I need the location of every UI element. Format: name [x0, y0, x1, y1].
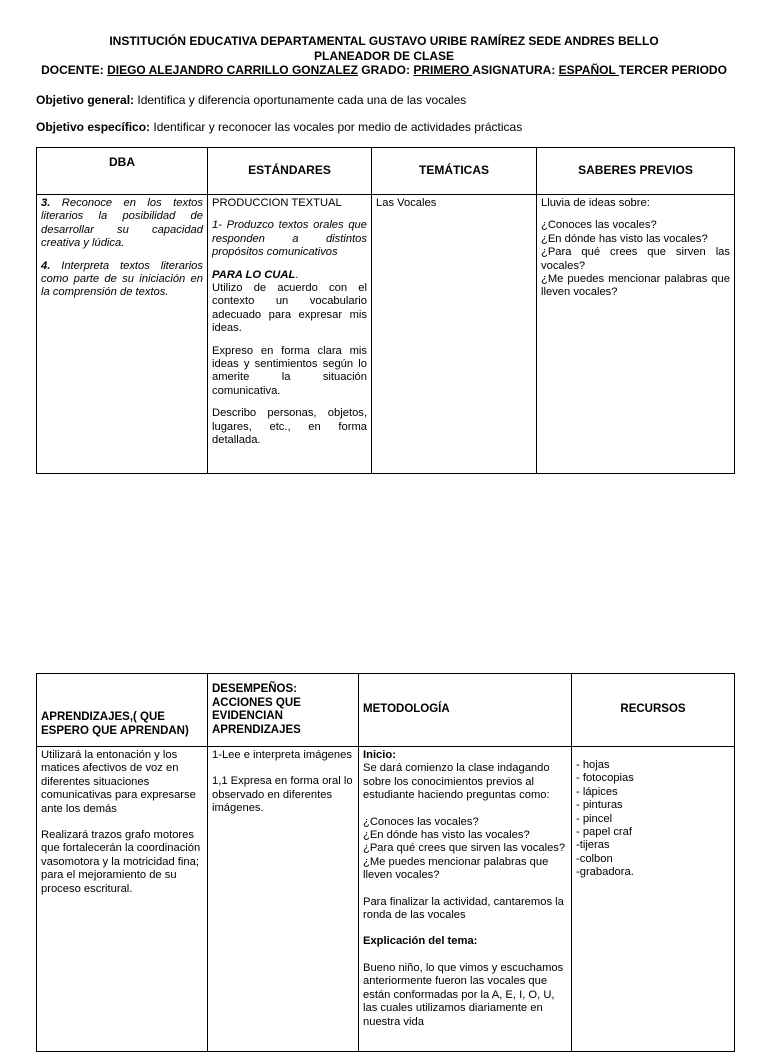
desempeno-item: 1-Lee e interpreta imágenes — [212, 749, 352, 761]
para-lo-cual-label: PARA LO CUAL — [212, 268, 296, 281]
recurso-item: - lápices — [576, 785, 618, 798]
recurso-item: - pinturas — [576, 799, 623, 812]
general-objective-text: Identifica y diferencia oportunamente cada una de las vocales — [134, 93, 467, 107]
specific-objective-label: Objetivo específico: — [36, 120, 151, 134]
header-estandares: ESTÁNDARES — [208, 148, 372, 195]
metodologia-question: ¿Para qué crees que sirven las vocales? — [363, 842, 566, 855]
plan-table-2 — [36, 673, 735, 1052]
table-row — [37, 195, 735, 474]
recurso-item: - pincel — [576, 812, 613, 825]
header-aprendizajes: APRENDIZAJES,( QUE ESPERO QUE APRENDAN) — [37, 674, 208, 747]
document-title: PLANEADOR DE CLASE — [313, 48, 454, 63]
estandares-item: 1- Produzco textos orales que responden a distintos propósitos comunicativos — [212, 219, 367, 259]
dba-cell — [37, 195, 208, 474]
recurso-item: - papel craf — [576, 826, 632, 839]
metodologia-question: ¿Conoces las vocales? — [363, 815, 479, 828]
aprendizaje-item: Realizará trazos grafo motores que fortalecerán la coordinación vasomotora y la motricidad fina; para el mejoramiento de su proceso escritural. — [41, 829, 201, 895]
recurso-item: -grabadora. — [576, 866, 634, 879]
metodologia-question: ¿Me puedes mencionar palabras que lleven vocales? — [363, 855, 549, 882]
estandares-item: Describo personas, objetos, lugares, etc., en forma detallada. — [212, 407, 367, 447]
metodologia-cell — [359, 747, 572, 1052]
teacher-line — [0, 63, 768, 78]
inicio-label: Inicio: — [363, 749, 396, 761]
specific-objective — [36, 120, 522, 134]
recurso-item: - fotocopias — [576, 772, 634, 785]
aprendizaje-item: Utilizará la entonación y los matices afectivos de voz en diferentes situaciones comunicativas para expresarse ante los demás — [41, 749, 196, 815]
grado-value: PRIMERO — [413, 63, 473, 77]
para-lo-cual-text: Utilizo de acuerdo con el contexto un vocabulario adecuado para expresar mis ideas. — [212, 282, 367, 335]
saberes-question: ¿Para qué crees que sirven las vocales? — [541, 246, 730, 272]
asignatura-value: ESPAÑOL — [558, 63, 619, 77]
header-recursos: RECURSOS — [572, 674, 735, 747]
docente-name: DIEGO ALEJANDRO CARRILLO GONZALEZ — [107, 63, 358, 77]
tematicas-cell: Las Vocales — [372, 195, 537, 474]
general-objective-label: Objetivo general: — [36, 93, 135, 107]
header-dba: DBA — [37, 148, 208, 195]
recursos-cell — [572, 747, 735, 1052]
dba-item: 3. Reconoce en los textos literarios la posibilidad de desarrollar su capacidad creativa y lúdica. — [41, 197, 203, 250]
header-metodologia: METODOLOGÍA — [359, 674, 572, 747]
finalizar-text: Para finalizar la actividad, cantaremos la ronda de las vocales — [363, 895, 564, 922]
saberes-intro: Lluvia de ideas sobre: — [541, 197, 650, 209]
institution-name: INSTITUCIÓN EDUCATIVA DEPARTAMENTAL GUSTAVO URIBE RAMÍREZ SEDE ANDRES BELLO — [109, 34, 659, 48]
para-lo-cual-block: PARA LO CUAL. Utilizo de acuerdo con el contexto un vocabulario adecuado para expresar mis ideas. — [212, 268, 367, 335]
aprendizajes-cell — [37, 747, 208, 1052]
header-desempenos: DESEMPEÑOS: ACCIONES QUE EVIDENCIAN APRENDIZAJES — [208, 674, 359, 747]
estandares-cell — [208, 195, 372, 474]
periodo-label: TERCER PERIODO — [618, 63, 727, 77]
recurso-item: -colbon — [576, 852, 613, 865]
saberes-question: ¿Conoces las vocales? — [541, 219, 657, 232]
table-header-row — [37, 148, 735, 195]
metodologia-question: ¿En dónde has visto las vocales? — [363, 829, 530, 842]
saberes-question: ¿Me puedes mencionar palabras que lleven vocales? — [541, 273, 730, 299]
saberes-cell — [537, 195, 735, 474]
inicio-text: Se dará comienzo la clase indagando sobre los conocimientos previos al estudiante haciendo preguntas como: — [363, 762, 550, 802]
estandares-title: PRODUCCION TEXTUAL — [212, 197, 342, 209]
recurso-item: - hojas — [576, 759, 610, 771]
explicacion-text: Bueno niño, lo que vimos y escuchamos anteriormente fueron las vocales que están conformadas por la A, E, I, O, U, las cuales utilizamos diariamente en nuestra vida — [363, 961, 564, 1028]
plan-table-1 — [36, 147, 735, 474]
desempeno-item: 1,1 Expresa en forma oral lo observado en diferentes imágenes. — [212, 775, 353, 815]
general-objective — [36, 93, 466, 107]
grado-label: GRADO: — [357, 63, 414, 77]
desempenos-cell — [208, 747, 359, 1052]
table-header-row — [37, 674, 735, 747]
specific-objective-text: Identificar y reconocer las vocales por medio de actividades prácticas — [150, 120, 523, 134]
saberes-question: ¿En dónde has visto las vocales? — [541, 232, 708, 245]
table-row — [37, 747, 735, 1052]
dba-item: 4. Interpreta textos literarios como parte de su iniciación en la comprensión de textos. — [41, 259, 203, 299]
recurso-item: -tijeras — [576, 839, 610, 852]
estandares-item: Expreso en forma clara mis ideas y sentimientos según lo amerite la situación comunicativa. — [212, 344, 367, 397]
header-tematicas: TEMÁTICAS — [372, 148, 537, 195]
explicacion-label: Explicación del tema: — [363, 935, 478, 948]
docente-label: DOCENTE: — [41, 63, 108, 77]
document-header — [0, 34, 768, 78]
asignatura-label: ASIGNATURA: — [472, 63, 559, 77]
header-saberes: SABERES PREVIOS — [537, 148, 735, 195]
